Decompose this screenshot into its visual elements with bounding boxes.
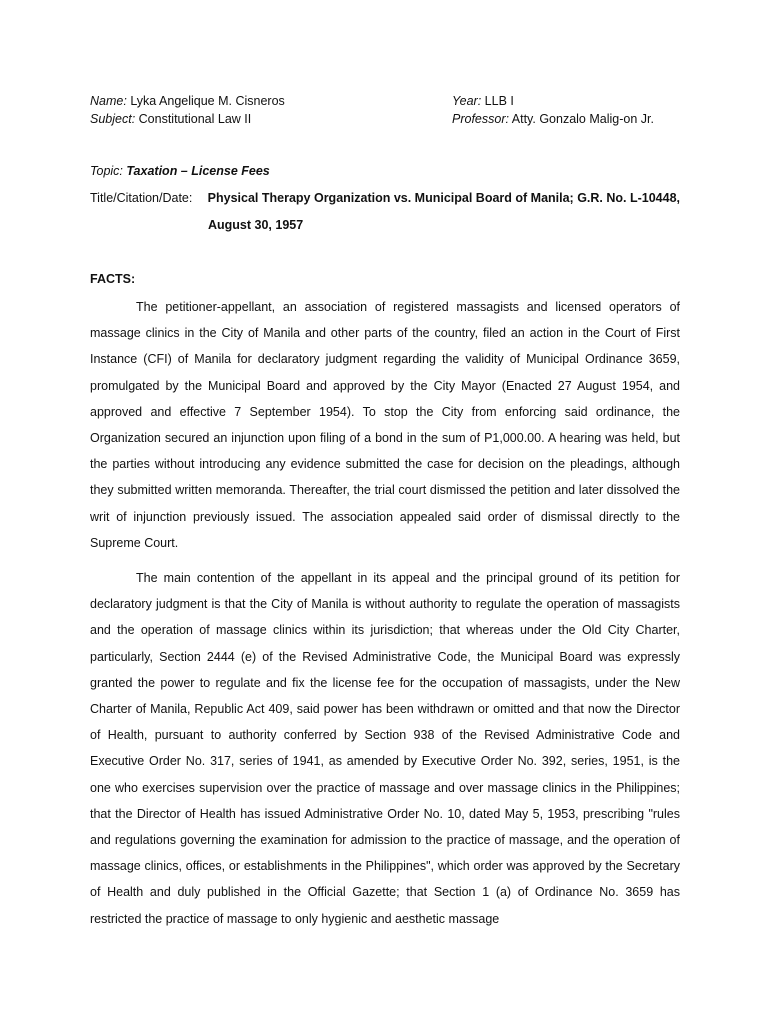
name-field — [90, 92, 285, 110]
subject-field — [90, 110, 251, 128]
year-value: LLB I — [484, 94, 514, 108]
subject-label: Subject: — [90, 112, 136, 126]
title-line-1 — [90, 189, 680, 207]
name-value: Lyka Angelique M. Cisneros — [130, 94, 285, 108]
professor-label: Professor: — [452, 112, 509, 126]
title-label: Title/Citation/Date: — [90, 191, 193, 205]
topic-label: Topic: — [90, 164, 123, 178]
year-field — [452, 92, 514, 110]
facts-paragraph-1: The petitioner-appellant, an association of registered massagists and licensed operators of massage clinics in the City of Manila and other parts of the country, filed an action in the Court of First Instance (CFI) of Manila for declaratory judgment regarding the validity of Municipal Ordinance 3659, promulgated by the Municipal Board and approved by the City Mayor (Enacted 27 August 1954, and approved and effective 7 September 1954). To stop the City from enforcing said ordinance, the Organization secured an injunction upon filing of a bond in the sum of P1,000.00. A hearing was held, but the parties without introducing any evidence submitted the case for decision on the pleadings, although they submitted written memoranda. Thereafter, the trial court dismissed the petition and later dissolved the writ of injunction previously issued. The association appealed said order of dismissal directly to the Supreme Court. — [90, 300, 680, 550]
year-label: Year: — [452, 94, 482, 108]
topic-value: Taxation – License Fees — [126, 164, 270, 178]
facts-heading: FACTS: — [90, 272, 136, 286]
professor-value: Atty. Gonzalo Malig-on Jr. — [511, 112, 654, 126]
title-citation-block — [90, 189, 680, 234]
subject-value: Constitutional Law II — [138, 112, 252, 126]
facts-paragraph-2: The main contention of the appellant in its appeal and the principal ground of its petition for declaratory judgment is that the City of Manila is without authority to regulate the operation of massagists and the operation of massage clinics within its jurisdiction; that whereas under the Old City Charter, particularly, Section 2444 (e) of the Revised Administrative Code, the Municipal Board was expressly granted the power to regulate and fix the license fee for the occupation of massagists, under the New Charter of Manila, Republic Act 409, said power has been withdrawn or omitted and that now the Director of Health, pursuant to authority conferred by Section 938 of the Revised Administrative Code and Executive Order No. 317, series of 1941, as amended by Executive Order No. 392, series, 1951, is the one who exercises supervision over the practice of massage and over massage clinics in the Philippines; that the Director of Health has issued Administrative Order No. 10, dated May 5, 1953, prescribing "rules and regulations governing the examination for admission to the practice of massage, and the operation of massage clinics, offices, or establishments in the Philippines", which order was approved by the Secretary of Health and duly published in the Official Gazette; that Section 1 (a) of Ordinance No. 3659 has restricted the practice of massage to only hygienic and aesthetic massage — [90, 571, 680, 926]
topic-field — [90, 162, 270, 180]
name-label: Name: — [90, 94, 127, 108]
title-value-line-2: August 30, 1957 — [208, 218, 304, 232]
professor-field — [452, 110, 654, 128]
title-value-line-1: Physical Therapy Organization vs. Municipal Board of Manila; G.R. No. L-10448, — [207, 191, 680, 205]
